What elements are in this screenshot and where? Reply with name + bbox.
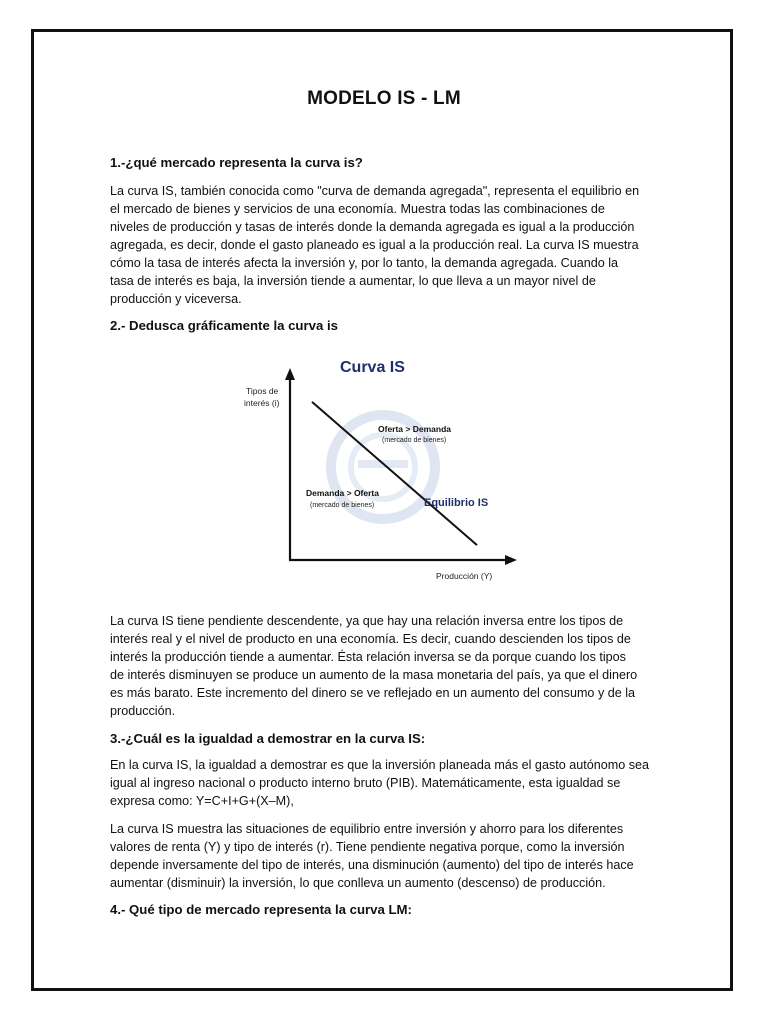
answer-2-paragraph: [110, 612, 658, 720]
is-curve-chart: [228, 350, 528, 590]
question-4-heading: 4.- Qué tipo de mercado representa la curva LM:: [110, 902, 412, 917]
curve-label: Equilibrio IS: [424, 497, 489, 509]
text-line: En la curva IS, la igualdad a demostrar es que la inversión planeada más el gasto autónomo sea: [110, 758, 650, 772]
text-line: depende inversamente del tipo de interés, una disminución (aumento) del tipo de interés hace: [110, 858, 634, 872]
text-line: La curva IS, también conocida como "curva de demanda agregada", representa el equilibrio en: [110, 184, 640, 198]
x-axis-arrow: [505, 555, 517, 565]
text-line: tasa de interés es baja, la inversión tiende a aumentar, lo que lleva a un mayor nivel de: [110, 274, 596, 288]
answer-3-paragraph-2: [110, 820, 658, 892]
document-title: MODELO IS - LM: [307, 88, 461, 109]
annotation-upper-sub: (mercado de bienes): [382, 437, 447, 444]
text-line: de interés disminuyen se produce un aumento de la masa monetaria del país, ya que el dinero: [110, 668, 638, 682]
question-1-heading: 1.-¿qué mercado representa la curva is?: [110, 155, 363, 170]
text-line: interés la producción tiende a aumentar. Ésta relación inversa se da porque cuando los tipos: [110, 650, 626, 664]
text-line: La curva IS muestra las situaciones de equilibrio entre inversión y ahorro para los diferentes: [110, 822, 624, 836]
text-line: igual al ingreso nacional o producto interno bruto (PIB). Matemáticamente, esta igualdad se: [110, 776, 621, 790]
x-axis-label: Producción (Y): [436, 571, 493, 581]
text-line: el mercado de bienes y servicios de una economía. Muestra todas las combinaciones de: [110, 202, 605, 216]
chart-title: Curva IS: [340, 359, 405, 376]
text-line: agregada, es decir, donde el gasto planeado es igual a la producción real. La curva IS muestra: [110, 238, 639, 252]
annotation-lower-sub: (mercado de bienes): [310, 502, 375, 509]
answer-3-paragraph-1: [110, 756, 658, 810]
text-line: interés real y el nivel de producto en una economía. Es decir, cuando descienden los tipos de: [110, 632, 631, 646]
text-line: producción y viceversa.: [110, 292, 242, 306]
text-line: aumentar (disminuir) la inversión, lo que conlleva un aumento (descenso) de producción.: [110, 876, 606, 890]
question-3-heading: 3.-¿Cuál es la igualdad a demostrar en la curva IS:: [110, 731, 426, 746]
y-axis-arrow: [285, 368, 295, 380]
text-line: niveles de producción y tasas de interés donde la demanda agregada es igual a la producción: [110, 220, 635, 234]
text-line: expresa como: Y=C+I+G+(X–M),: [110, 794, 294, 808]
y-axis-label: Tipos de: [246, 386, 279, 396]
text-line: cómo la tasa de interés afecta la inversión y, por lo tanto, la demanda agregada. Cuando la: [110, 256, 619, 270]
annotation-upper-main: Oferta > Demanda: [378, 424, 451, 434]
y-axis-label: interés (i): [244, 398, 280, 408]
question-2-heading: 2.- Dedusca gráficamente la curva is: [110, 318, 338, 333]
annotation-lower-main: Demanda > Oferta: [306, 488, 379, 498]
text-line: producción.: [110, 704, 176, 718]
text-line: valores de renta (Y) y tipo de interés (r). Tiene pendiente negativa porque, como la inversión: [110, 840, 625, 854]
text-line: La curva IS tiene pendiente descendente, ya que hay una relación inversa entre los tipos de: [110, 614, 624, 628]
answer-1-paragraph: [110, 182, 658, 308]
text-line: es más barato. Este incremento del dinero se ve reflejado en un aumento del consumo y de la: [110, 686, 636, 700]
